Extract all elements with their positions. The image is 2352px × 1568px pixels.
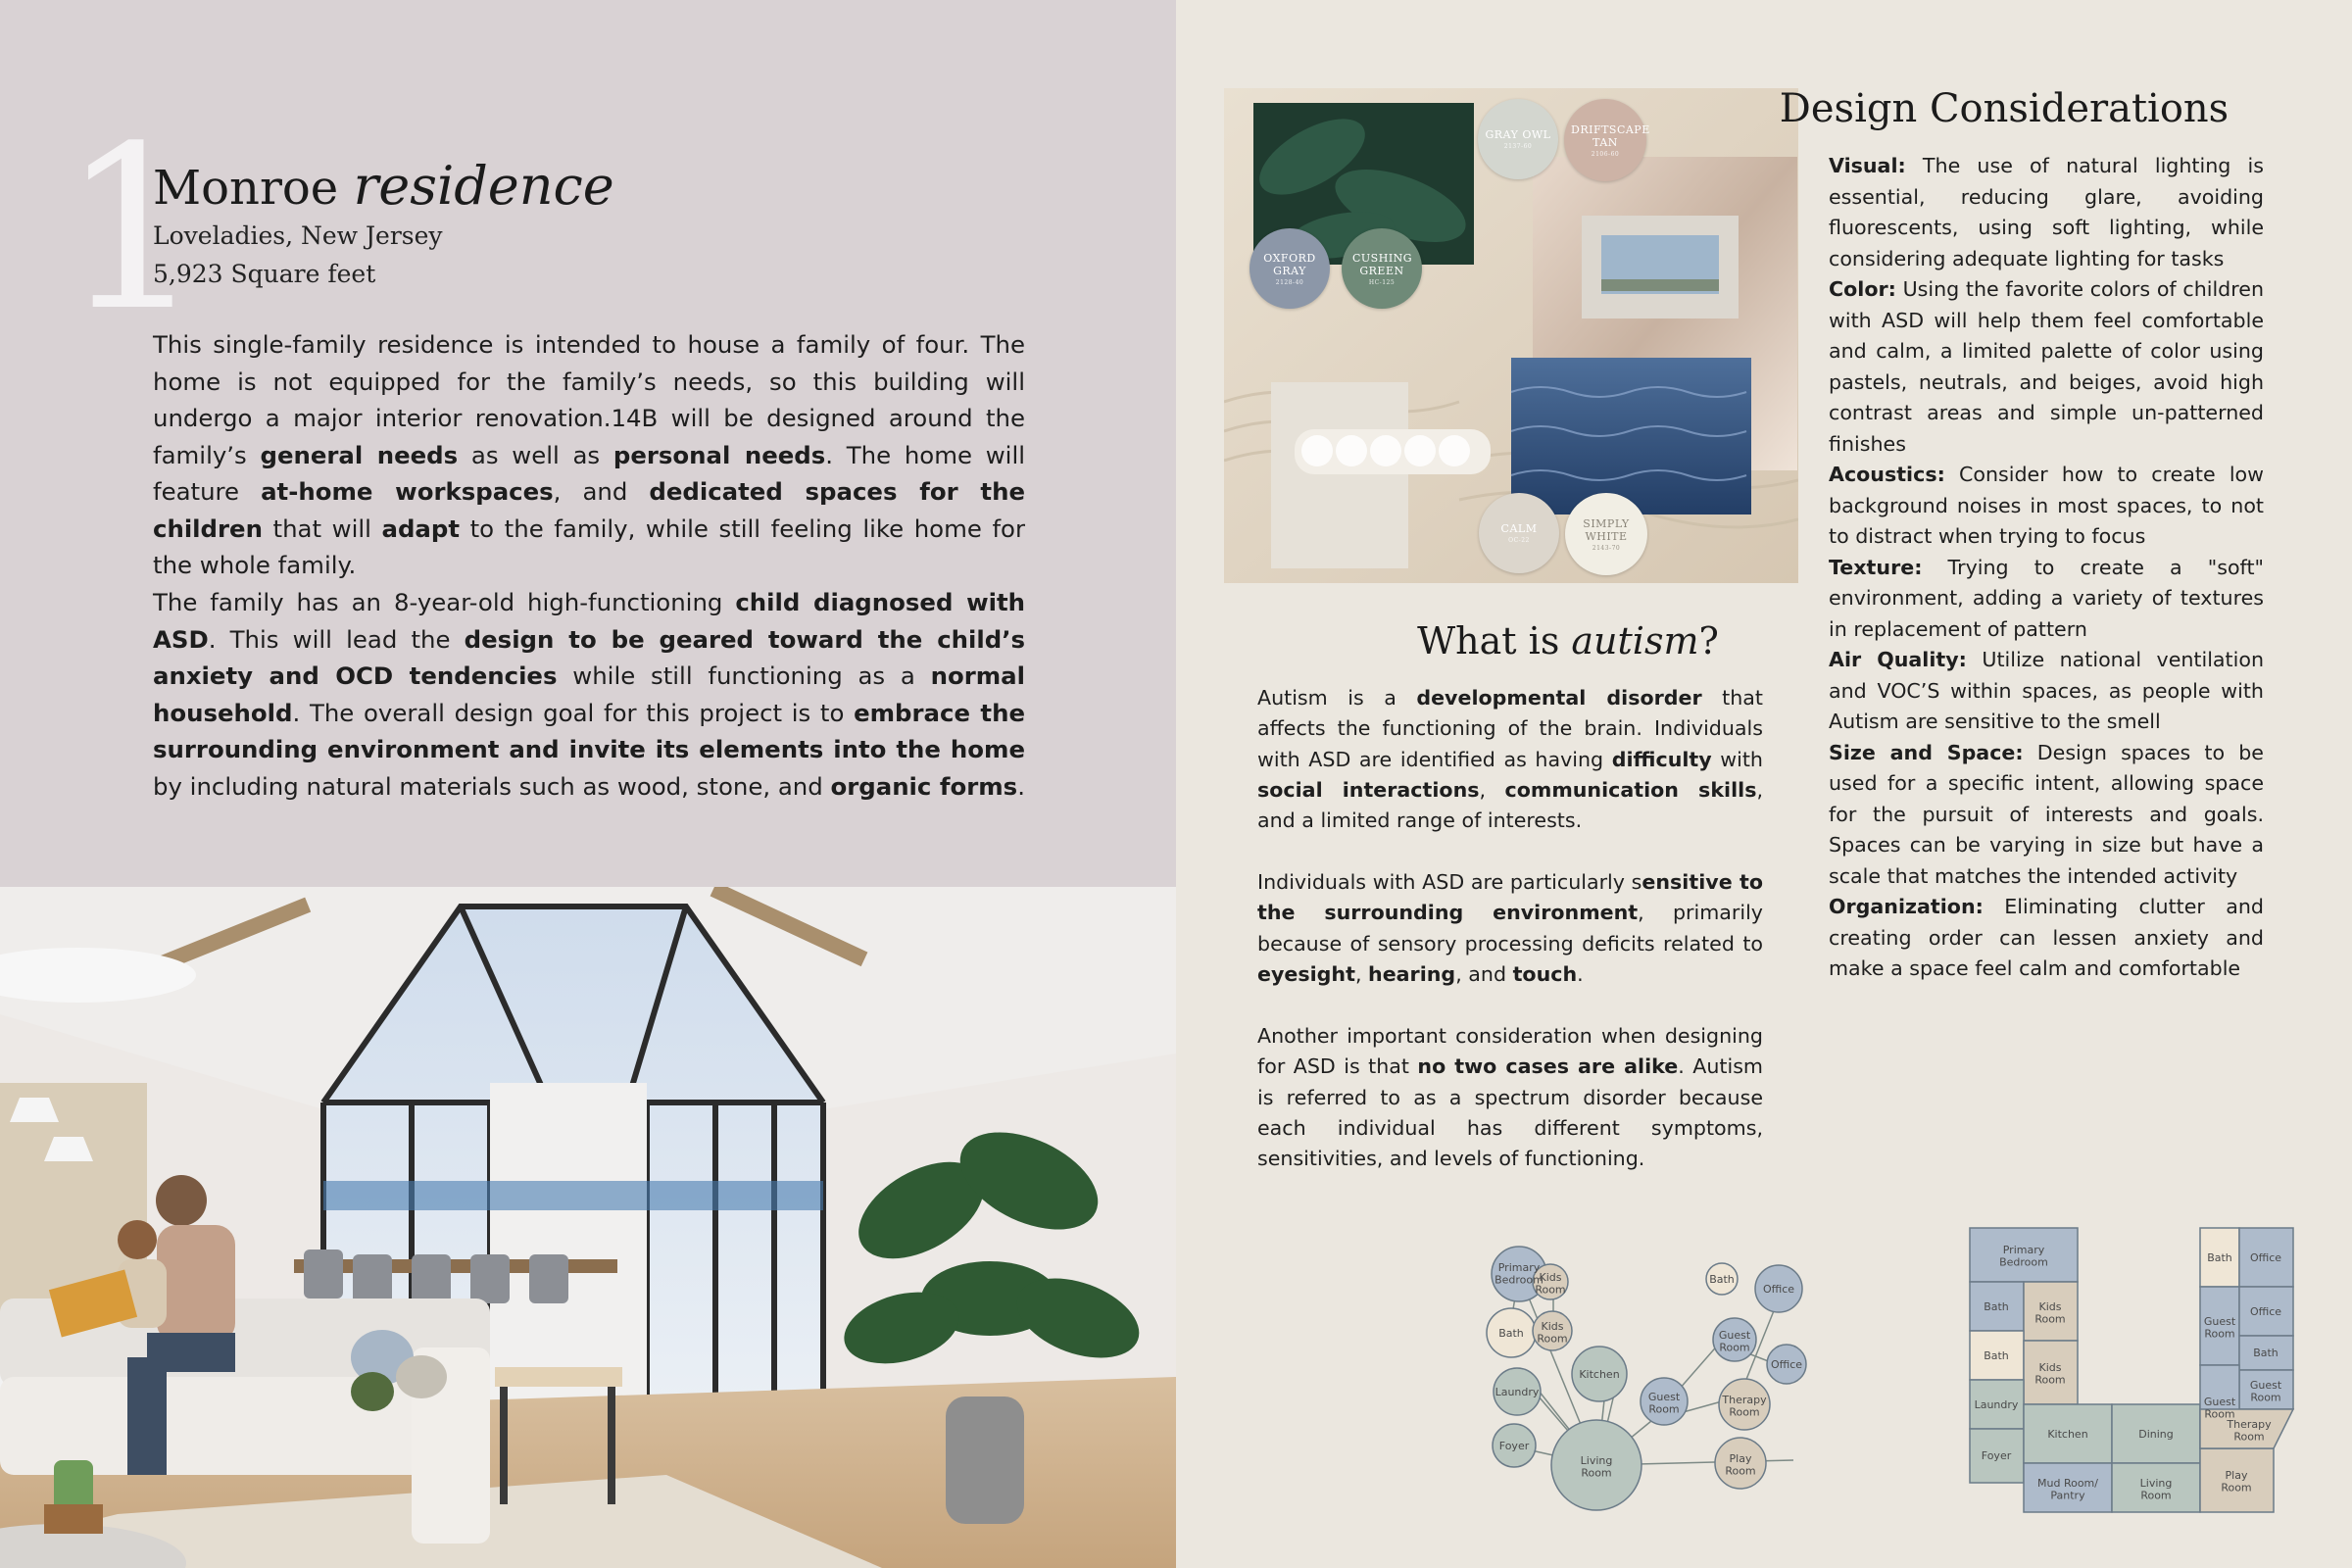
bubble-label-play-room: Play Room	[1725, 1452, 1756, 1478]
plan-label-office: Office	[2249, 1251, 2282, 1264]
project-title	[153, 155, 614, 217]
dc-item-texture	[1829, 553, 2264, 646]
swatch-cushing-green: CUSHING GREEN HC-125	[1342, 228, 1422, 309]
dc-item-organization	[1829, 892, 2264, 985]
bold-text: general needs	[260, 440, 459, 469]
plan-label-kids-room: Kids Room	[2034, 1300, 2066, 1326]
bold-text: Organization:	[1829, 895, 1984, 918]
text-run: . This will lead the	[208, 624, 465, 654]
text-run: ?	[1698, 619, 1719, 662]
text-run: Autism is a	[1257, 686, 1417, 710]
dc-item-visual	[1829, 151, 2264, 274]
text-run: What is	[1417, 619, 1572, 662]
bold-text: at-home workspaces	[261, 477, 554, 506]
plan-label-dining: Dining	[2138, 1428, 2174, 1441]
text-run: Trying to create a "soft" environment, adding a variety of textures in replacement of pattern	[1829, 555, 2264, 641]
bold-text: Acoustics:	[1829, 463, 1945, 486]
plan-label-foyer: Foyer	[1981, 1449, 2012, 1462]
text-run: Another important consideration when designing for ASD is that	[1257, 1024, 1763, 1079]
bold-text: social interactions	[1257, 777, 1480, 802]
bubble-label-guest-room-2: Guest Room	[1647, 1391, 1681, 1416]
bubble-label-kitchen: Kitchen	[1579, 1368, 1620, 1381]
text-run: The family has an 8-year-old high-functioning	[153, 588, 736, 616]
bubble-label-guest-room: Guest Room	[1718, 1329, 1751, 1354]
intro-paragraph-1	[153, 326, 1025, 584]
bold-text: Color:	[1829, 277, 1896, 301]
plan-label-bath-3: Bath	[2207, 1251, 2232, 1264]
floor-plan	[1862, 1223, 2313, 1517]
autism-heading	[1372, 619, 1764, 662]
title-main: Monroe	[153, 161, 354, 216]
text-run: This single-family residence is intended to house a family of four. The home is not equipped for the family’s needs, so this building will undergo a major interior renovation.14B will be designed around the family’s	[153, 330, 1025, 469]
text-run: ,	[1354, 961, 1369, 986]
plan-label-play-room: Play Room	[2221, 1469, 2252, 1494]
text-run: Using the favorite colors of children with ASD will help them feel comfortable and calm, a limited palette of color using pastels, neutrals, and beiges, avoid high contrast areas and simple un-patterned finishes	[1829, 277, 2264, 456]
page-number: 1	[61, 99, 205, 361]
swatch-oxford-gray: OXFORD GRAY 2128-40	[1250, 228, 1330, 309]
right-page	[1176, 0, 2352, 1568]
plan-label-laundry: Laundry	[1974, 1398, 2019, 1411]
dc-item-color	[1829, 274, 2264, 460]
text-run: .	[1017, 771, 1025, 801]
autism-paragraph-1	[1257, 683, 1763, 836]
plan-label-therapy-room: Therapy Room	[2227, 1418, 2272, 1444]
text-run: . The home will feature	[153, 440, 1025, 506]
design-considerations-list	[1829, 151, 2352, 985]
bubble-diagram	[1372, 1225, 1882, 1539]
dc-item-air-quality	[1829, 645, 2264, 738]
bold-text: embrace the surrounding environment and invite its elements into the home	[153, 698, 1025, 763]
autism-paragraph-3	[1257, 1021, 1763, 1174]
text-run: , and	[553, 477, 650, 506]
text-run: .	[1577, 961, 1584, 986]
swatch-driftscape-tan: DRIFTSCAPE TAN 2106-60	[1564, 99, 1646, 181]
plan-label-guest-room-3: Guest Room	[2203, 1396, 2236, 1421]
bold-text: Visual:	[1829, 154, 1906, 177]
plan-label-primary-bedroom: Primary Bedroom	[1999, 1244, 2048, 1269]
text-run: . The overall design goal for this project is to	[292, 698, 855, 727]
project-location: Loveladies, New Jersey	[153, 221, 443, 250]
bold-text: Size and Space:	[1829, 740, 2024, 764]
title-script: residence	[353, 155, 614, 217]
bold-text: design to be geared toward the child’s anxiety and OCD tendencies	[153, 624, 1025, 690]
text-run: , and a limited range of interests.	[1257, 777, 1763, 833]
bubble-label-therapy-room: Therapy Room	[1722, 1394, 1767, 1419]
swatch-calm: CALM OC-22	[1479, 493, 1559, 573]
bold-text: dedicated spaces for the children	[153, 477, 1025, 543]
bubble-label-office: Office	[1762, 1283, 1795, 1296]
bold-text: organic forms	[830, 771, 1018, 801]
text-run: Consider how to create low background noises in most spaces, to not to distract when trying to focus	[1829, 463, 2264, 548]
bold-text: no two cases are alike	[1417, 1054, 1679, 1079]
bold-text: difficulty	[1611, 747, 1712, 771]
bold-text: touch	[1512, 961, 1578, 986]
swatch-simply-white: SIMPLY WHITE 2143-70	[1565, 493, 1647, 575]
swatch-gray-owl: GRAY OWL 2137-60	[1478, 99, 1558, 179]
bold-text: developmental disorder	[1416, 686, 1702, 710]
bold-text: personal needs	[612, 440, 826, 469]
bubble-label-laundry: Laundry	[1494, 1386, 1540, 1398]
plan-label-office-2: Office	[2249, 1305, 2282, 1318]
dc-item-acoustics	[1829, 460, 2264, 553]
text-run: . Autism is referred to as a spectrum disorder because each individual has different symptoms, sensitivities, and levels of functioning.	[1257, 1054, 1763, 1171]
text-run: with	[1711, 747, 1763, 771]
bold-text: normal household	[153, 662, 1025, 727]
text-run: The use of natural lighting is essential, reducing glare, avoiding fluorescents, using soft lighting, while considering adequate lighting for tasks	[1829, 154, 2264, 270]
text-run: Design spaces to be used for a specific intent, allowing space for the pursuit of interests and goals. Spaces can be varying in size but have a scale that matches the intended activity	[1829, 740, 2264, 888]
bold-text: Texture:	[1829, 555, 1923, 579]
text-run: that will	[262, 514, 382, 543]
plan-label-guest-room-2: Guest Room	[2249, 1379, 2282, 1404]
living-room-rendering	[0, 887, 1176, 1568]
bold-text: communication skills	[1504, 777, 1757, 802]
plan-label-living-room: Living Room	[2139, 1477, 2173, 1502]
text-run: ,	[1479, 777, 1505, 802]
plan-label-bath-2: Bath	[1984, 1349, 2009, 1362]
bubble-label-office-2: Office	[1770, 1358, 1803, 1371]
text-run: autism	[1571, 619, 1699, 662]
bold-text: eyesight	[1257, 961, 1355, 986]
text-run: Eliminating clutter and creating order can lessen anxiety and make a space feel calm and comfortable	[1829, 895, 2264, 980]
autism-paragraph-2	[1257, 867, 1763, 990]
intro-paragraph-2	[153, 584, 1025, 805]
text-run: by including natural materials such as wood, stone, and	[153, 771, 831, 801]
bold-text: child diagnosed with ASD	[153, 588, 1026, 654]
bold-text: ensitive to the surrounding environment	[1257, 870, 1763, 925]
bubble-label-living-room: Living Room	[1580, 1454, 1613, 1480]
moodboard	[1224, 88, 1798, 583]
plan-label-kitchen: Kitchen	[2047, 1428, 2088, 1441]
bold-text: Air Quality:	[1829, 648, 1967, 671]
bold-text: hearing	[1368, 961, 1456, 986]
text-run: , and	[1455, 961, 1513, 986]
plan-label-guest-room: Guest Room	[2203, 1315, 2236, 1341]
design-considerations-heading: Design Considerations	[1779, 86, 2230, 131]
text-run: to the family, while still feeling like home for the whole family.	[153, 514, 1025, 579]
plan-label-mud-room: Mud Room/ Pantry	[2037, 1477, 2098, 1502]
bold-text: adapt	[381, 514, 461, 543]
text-run: Utilize national ventilation and VOC’S within spaces, as people with Autism are sensitive to the smell	[1829, 648, 2265, 733]
bubble-label-kids-room-2: Kids Room	[1537, 1320, 1568, 1346]
project-area: 5,923 Square feet	[153, 260, 376, 288]
text-run: that affects the functioning of the brain. Individuals with ASD are identified as having	[1257, 686, 1763, 771]
plan-label-bath-4: Bath	[2253, 1347, 2278, 1359]
bubble-label-kids-room: Kids Room	[1535, 1271, 1566, 1297]
text-run: while still functioning as a	[557, 662, 931, 690]
bubble-label-bath-2: Bath	[1709, 1273, 1735, 1286]
dc-item-size-space	[1829, 738, 2264, 893]
bubble-label-bath: Bath	[1498, 1327, 1524, 1340]
plan-label-kids-room-2: Kids Room	[2034, 1361, 2066, 1387]
text-run: as well as	[458, 440, 613, 469]
plan-label-bath: Bath	[1984, 1300, 2009, 1313]
text-run: , primarily because of sensory processing deficits related to	[1257, 901, 1763, 956]
bubble-label-primary-bedroom: Primary Bedroom	[1494, 1261, 1544, 1287]
text-run: Individuals with ASD are particularly s	[1257, 870, 1642, 894]
bubble-label-foyer: Foyer	[1498, 1440, 1530, 1452]
